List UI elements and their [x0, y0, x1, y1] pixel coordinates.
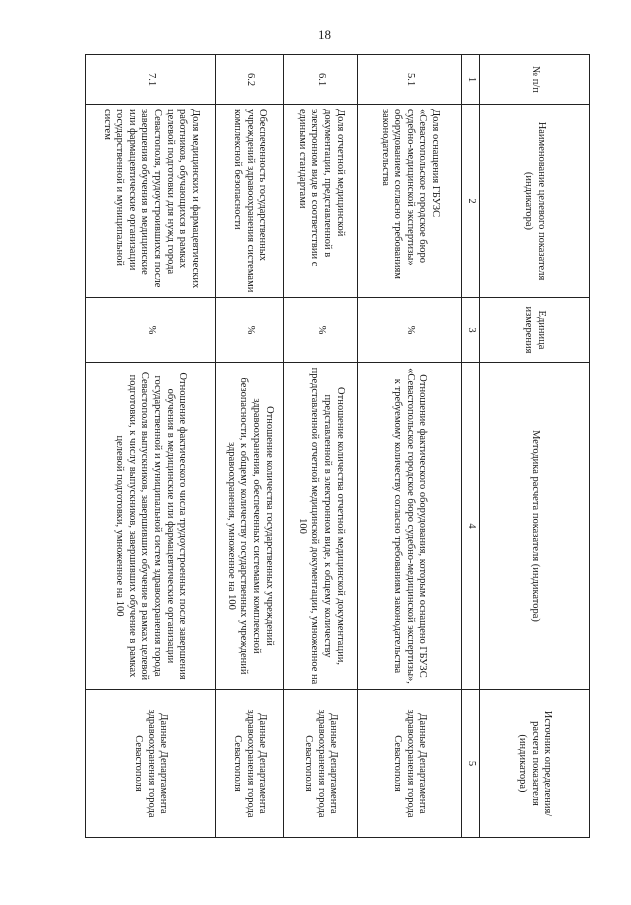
unit-cell: % [358, 298, 462, 363]
page-number: 18 [318, 27, 331, 42]
header-method: Методика расчета показателя (индикатора) [480, 363, 590, 690]
method-cell: Отношение количества государственных учреждений здравоохранения, обеспеченных системами комплексной безопасности, к общему количеству государственных учреждений здравоохранения, умноженное на 100 [216, 363, 284, 690]
table-row [284, 55, 358, 838]
unit-cell: % [216, 298, 284, 363]
source-cell: Данные Департамента здравоохранения города Севастополя [86, 690, 216, 838]
unit-cell: % [86, 298, 216, 363]
unit-cell: % [284, 298, 358, 363]
table-row [216, 55, 284, 838]
column-number: 2 [462, 105, 480, 298]
header-unit: Единица измерения [480, 298, 590, 363]
indicator-name: Доля отчетной медицинской документации, представленной в электронном виде в соответствии с едиными стандартами [284, 105, 358, 298]
header-no: № п/п [480, 55, 590, 105]
method-cell: Отношение фактического оборудования, которым оснащено ГБУЗС «Севастопольское городское бюро судебно-медицинской экспертизы», к требуемому количеству согласно требованиям законодательства [358, 363, 462, 690]
header-name: Наименование целевого показателя (индикатора) [480, 105, 590, 298]
indicator-table [85, 54, 590, 838]
indicator-name: Доля медицинских и фармацевтических работников, обучающихся в рамках целевой подготовки для нужд города Севастополя, трудоустроившихся после завершения обучения в медицинские или фармацевтические организации государственной и муниципальной систем [86, 105, 216, 298]
source-cell: Данные Департамента здравоохранения города Севастополя [216, 690, 284, 838]
row-number: 6.1 [284, 55, 358, 105]
rotated-table-container [86, 54, 590, 837]
column-number: 1 [462, 55, 480, 105]
header-source: Источник определения/ расчета показателя (индикатора) [480, 690, 590, 838]
row-number: 7.1 [86, 55, 216, 105]
indicator-name: Обеспеченность государственных учреждений здравоохранения системами комплексной безопасности [216, 105, 284, 298]
column-number: 5 [462, 690, 480, 838]
table-row [358, 55, 462, 838]
table-row [86, 55, 216, 838]
row-number: 6.2 [216, 55, 284, 105]
header-row [480, 55, 590, 838]
method-cell: Отношение количества отчетной медицинской документации, представленной в электронном виде, к общему количеству представленной отчетной медицинской документации, умноженное на 100 [284, 363, 358, 690]
method-cell: Отношение фактического числа трудоустроенных после завершения обучения в медицинские или фармацевтические организации государственной и муниципальной систем здравоохранения города Севастополя выпускников, завершивших обучение в рамках целевой подготовки, к числу выпускников, завершивших обучение в рамках целевой подготовки, умноженное на 100 [86, 363, 216, 690]
row-number: 5.1 [358, 55, 462, 105]
source-cell: Данные Департамента здравоохранения города Севастополя [358, 690, 462, 838]
column-number-row [462, 55, 480, 838]
column-number: 3 [462, 298, 480, 363]
column-number: 4 [462, 363, 480, 690]
indicator-name: Доля оснащения ГБУЗС «Севастопольское городское бюро судебно-медицинской экспертизы» оборудованием согласно требованиям законодательства [358, 105, 462, 298]
source-cell: Данные Департамента здравоохранения города Севастополя [284, 690, 358, 838]
